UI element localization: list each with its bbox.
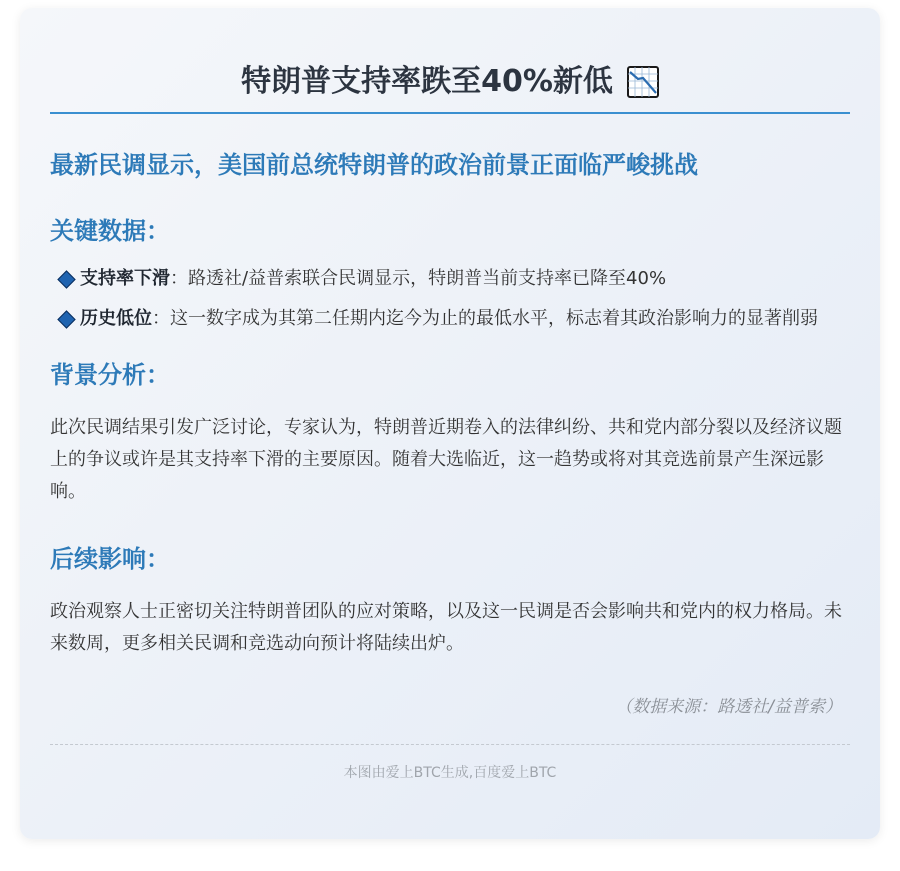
page-title: 特朗普支持率跌至40%新低	[241, 64, 613, 99]
source-note: （数据来源：路透社/益普索）	[615, 697, 842, 717]
background-paragraph: 此次民调结果引发广泛讨论，专家认为，特朗普近期卷入的法律纠纷、共和党内部分裂以及经济议题上的争议或许是其支持率下滑的主要原因。随着大选临近，这一趋势或将对其竞选前景产生深远影响。	[50, 417, 842, 502]
diamond-bullet-icon	[57, 270, 75, 288]
footer-divider	[50, 744, 850, 745]
bullet-label: 历史低位	[80, 308, 152, 329]
bullet-label: 支持率下滑	[80, 268, 170, 289]
footer-text: 本图由爱上BTC生成,百度爱上BTC	[343, 765, 557, 781]
title-bar	[50, 60, 850, 114]
list-item	[50, 306, 850, 332]
article-card	[20, 8, 880, 839]
background-heading: 背景分析：	[50, 361, 170, 389]
list-item	[50, 266, 850, 292]
impact-paragraph: 政治观察人士正密切关注特朗普团队的应对策略，以及这一民调是否会影响共和党内的权力格局。未来数周，更多相关民调和竞选动向预计将陆续出炉。	[50, 601, 842, 654]
key-data-heading: 关键数据：	[50, 217, 170, 245]
key-data-list	[50, 266, 850, 332]
impact-heading: 后续影响：	[50, 545, 170, 573]
bullet-text: ：这一数字成为其第二任期内迄今为止的最低水平，标志着其政治影响力的显著削弱	[152, 308, 818, 329]
chart-decreasing-icon	[627, 66, 659, 98]
bullet-text: ：路透社/益普索联合民调显示，特朗普当前支持率已降至40%	[170, 268, 667, 289]
subtitle: 最新民调显示，美国前总统特朗普的政治前景正面临严峻挑战	[50, 151, 698, 179]
diamond-bullet-icon	[57, 310, 75, 328]
